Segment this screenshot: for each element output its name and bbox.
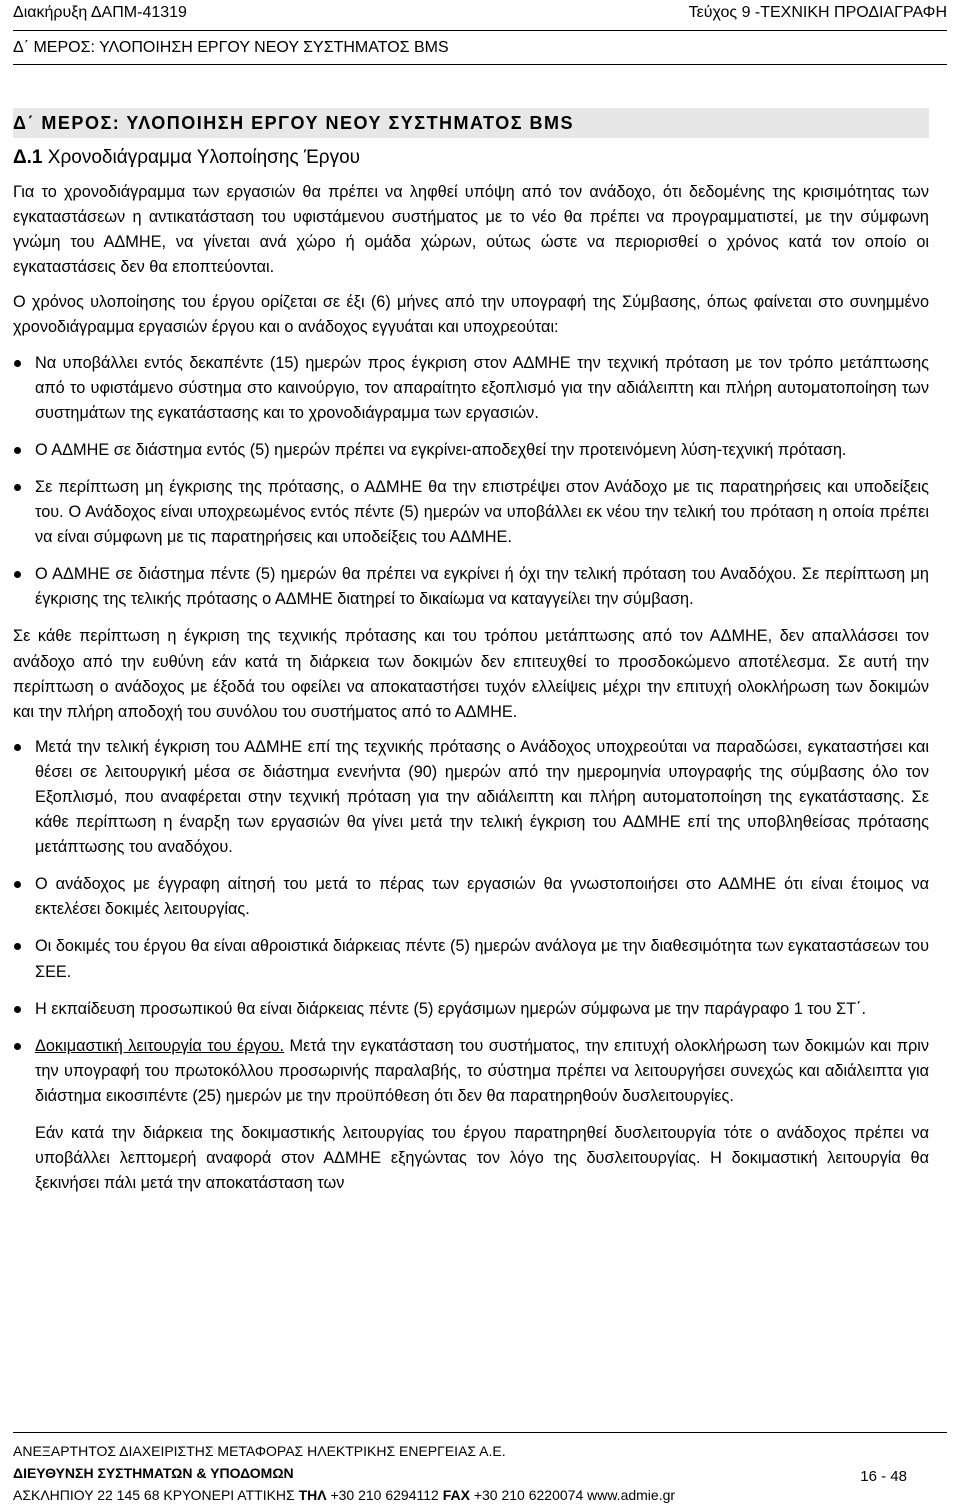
footer-divider	[13, 1432, 947, 1433]
page-number: 16 - 48	[860, 1468, 907, 1485]
header-doc-id: Διακήρυξη ΔΑΠΜ-41319	[13, 4, 187, 21]
document-body	[13, 108, 929, 1206]
paragraph: Εάν κατά την διάρκεια της δοκιμαστικής λειτουργίας του έργου παρατηρηθεί δυσλειτουργία τότε ο ανάδοχος πρέπει να υποβάλλει λεπτομερή αναφορά στον ΑΔΜΗΕ εξηγώντας τον λόγο της δυσλειτουργίας. Η δοκιμαστική λειτουργία θα ξεκινήσει πάλι μετά την αποκατάσταση των	[35, 1124, 929, 1193]
bullet-list	[13, 351, 929, 613]
paragraph: Για το χρονοδιάγραμμα των εργασιών θα πρέπει να ληφθεί υπόψη από τον ανάδοχο, ότι δεδομένης της κρισιμότητας των εγκαταστάσεων η αντικατάσταση του υφιστάμενου συστήματος με το νέο θα πρέπει να προγραμματιστεί, με την σύμφωνη γνώμη του ΑΔΜΗΕ, να γίνεται ανά χώρο ή ομάδα χώρων, ούτως ώστε να περιορισθεί ο χρόνος κατά τον οποίο οι εγκαταστάσεις δεν θα εποπτεύονται.	[13, 183, 929, 277]
header-divider	[13, 30, 947, 31]
section-heading: Χρονοδιάγραμμα Υλοποίησης Έργου	[47, 147, 361, 168]
list-item: Σε περίπτωση μη έγκρισης της πρότασης, ο ΑΔΜΗΕ θα την επιστρέψει στον Ανάδοχο με τις παρατηρήσεις και υποδείξεις του. Ο Ανάδοχος είναι υποχρεωμένος εντός πέντε (5) ημερών να υποβάλλει εκ νέου την τελική του πρόταση η οποία πρέπει να είναι σύμφωνη με τις παρατηρήσεις και υποδείξεις του ΑΔΜΗΕ.	[13, 475, 929, 550]
bullet-icon	[14, 571, 21, 578]
bullet-icon	[14, 881, 21, 888]
list-item: Μετά την τελική έγκριση του ΑΔΜΗΕ επί της τεχνικής πρότασης ο Ανάδοχος υποχρεούται να παραδώσει, εγκαταστήσει και θέσει σε λειτουργική μέσα σε διάστημα ενενήντα (90) ημερών από την ημερομηνία υπογραφής της σύμβασης όλο τον Εξοπλισμό, που αναφέρεται στην τεχνική πρόταση για την αδιάλειπτη και πλήρη αυτοματοποίηση της εγκατάστασης. Σε κάθε περίπτωση η έναρξη των εργασιών θα γίνει μετά την τελική έγκριση του ΑΔΜΗΕ επί της υποβληθείσας πρότασης μετάπτωσης του αναδόχου.	[13, 735, 929, 860]
page-header-top	[13, 4, 947, 22]
header-volume: Τεύχος 9 -ΤΕΧΝΙΚΗ ΠΡΟΔΙΑΓΡΑΦΗ	[688, 4, 947, 21]
bullet-icon	[14, 1006, 21, 1013]
list-item: Η εκπαίδευση προσωπικού θα είναι διάρκειας πέντε (5) εργάσιμων ημερών σύμφωνα με την παράγραφο 1 του ΣΤ΄.	[13, 997, 929, 1022]
header-part: Δ΄ ΜΕΡΟΣ: ΥΛΟΠΟΙΗΣΗ ΕΡΓΟΥ ΝΕΟΥ ΣΥΣΤΗΜΑΤΟΣ BMS	[13, 39, 449, 56]
list-item: Ο ανάδοχος με έγγραφη αίτησή του μετά το πέρας των εργασιών θα γνωστοποιήσει στο ΑΔΜΗΕ ότι είναι έτοιμος να εκτελέσει δοκιμές λειτουργίας.	[13, 872, 929, 922]
bullet-icon	[14, 744, 21, 751]
section-title	[13, 144, 929, 172]
footer-department: ΔΙΕΥΘΥΝΣΗ ΣΥΣΤΗΜΑΤΩΝ & ΥΠΟΔΟΜΩΝ	[13, 1465, 294, 1481]
bullet-icon	[14, 360, 21, 367]
bullet-icon	[14, 1043, 21, 1050]
footer-company: ΑΝΕΞΑΡΤΗΤΟΣ ΔΙΑΧΕΙΡΙΣΤΗΣ ΜΕΤΑΦΟΡΑΣ ΗΛΕΚΤΡΙΚΗΣ ΕΝΕΡΓΕΙΑΣ Α.Ε.	[13, 1443, 506, 1459]
bullet-list	[13, 735, 929, 1109]
list-item: Οι δοκιμές του έργου θα είναι αθροιστικά διάρκειας πέντε (5) ημερών ανάλογα με την διαθεσιμότητα των εγκαταστάσεων του ΣΕΕ.	[13, 934, 929, 984]
bullet-icon	[14, 447, 21, 454]
footer-address: ΑΣΚΛΗΠΙΟΥ 22 145 68 ΚΡΥΟΝΕΡΙ ΑΤΤΙΚΗΣ ΤΗΛ +30 210 6294112 FAX +30 210 6220074 www.admie.gr	[13, 1487, 676, 1503]
part-title: Δ΄ ΜΕΡΟΣ: ΥΛΟΠΟΙΗΣΗ ΕΡΓΟΥ ΝΕΟΥ ΣΥΣΤΗΜΑΤΟΣ BMS	[13, 108, 929, 138]
list-item: Ο ΑΔΜΗΕ σε διάστημα πέντε (5) ημερών θα πρέπει να εγκρίνει ή όχι την τελική πρόταση του Αναδόχου. Σε περίπτωση μη έγκρισης της τελικής πρότασης ο ΑΔΜΗΕ διατηρεί το δικαίωμα να καταγγείλει την σύμβαση.	[13, 562, 929, 612]
paragraph: Ο χρόνος υλοποίησης του έργου ορίζεται σε έξι (6) μήνες από την υπογραφή της Σύμβασης, όπως φαίνεται στο συνημμένο χρονοδιάγραμμα εργασιών έργου και ο ανάδοχος εγγυάται και υποχρεούται:	[13, 293, 929, 337]
section-number: Δ.1	[13, 147, 43, 168]
page-footer	[13, 1440, 947, 1506]
list-item: Να υποβάλλει εντός δεκαπέντε (15) ημερών προς έγκριση στον ΑΔΜΗΕ την τεχνική πρόταση με τον τρόπο μετάπτωσης από το υφιστάμενο σύστημα στο καινούργιο, τον απαραίτητο εξοπλισμό για την αδιάλειπτη και πλήρη αυτοματοποίηση των συστημάτων της εγκατάστασης και το χρονοδιάγραμμα των εργασιών.	[13, 351, 929, 426]
list-item: Ο ΑΔΜΗΕ σε διάστημα εντός (5) ημερών πρέπει να εγκρίνει-αποδεχθεί την προτεινόμενη λύση-τεχνική πρόταση.	[13, 438, 929, 463]
bullet-icon	[14, 484, 21, 491]
bullet-icon	[14, 943, 21, 950]
list-item: Δοκιμαστική λειτουργία του έργου. Μετά την εγκατάσταση του συστήματος, την επιτυχή ολοκλήρωση των δοκιμών και πριν την υπογραφή του πρωτοκόλλου προσωρινής παραλαβής, το σύστημα πρέπει να λειτουργήσει συνεχώς και αδιάλειπτα για διάστημα εικοσιπέντε (25) ημερών με την προϋπόθεση ότι δεν θα παρατηρηθούν δυσλειτουργίες.	[13, 1034, 929, 1109]
page-header-sub	[13, 39, 947, 57]
paragraph: Σε κάθε περίπτωση η έγκριση της τεχνικής πρότασης και του τρόπου μετάπτωσης από τον ΑΔΜΗΕ, δεν απαλλάσσει τον ανάδοχο από την ευθύνη εάν κατά τη διάρκεια των δοκιμών δεν επιτευχθεί το προσδοκώμενο αποτέλεσμα. Σε αυτή την περίπτωση ο ανάδοχος με έξοδά του οφείλει να αποκαταστήσει τυχόν ελλείψεις μέχρι την επιτυχή ολοκλήρωση των δοκιμών και την πλήρη αποδοχή του συνόλου του συστήματος από το ΑΔΜΗΕ.	[13, 627, 929, 721]
header-divider-2	[13, 64, 947, 65]
